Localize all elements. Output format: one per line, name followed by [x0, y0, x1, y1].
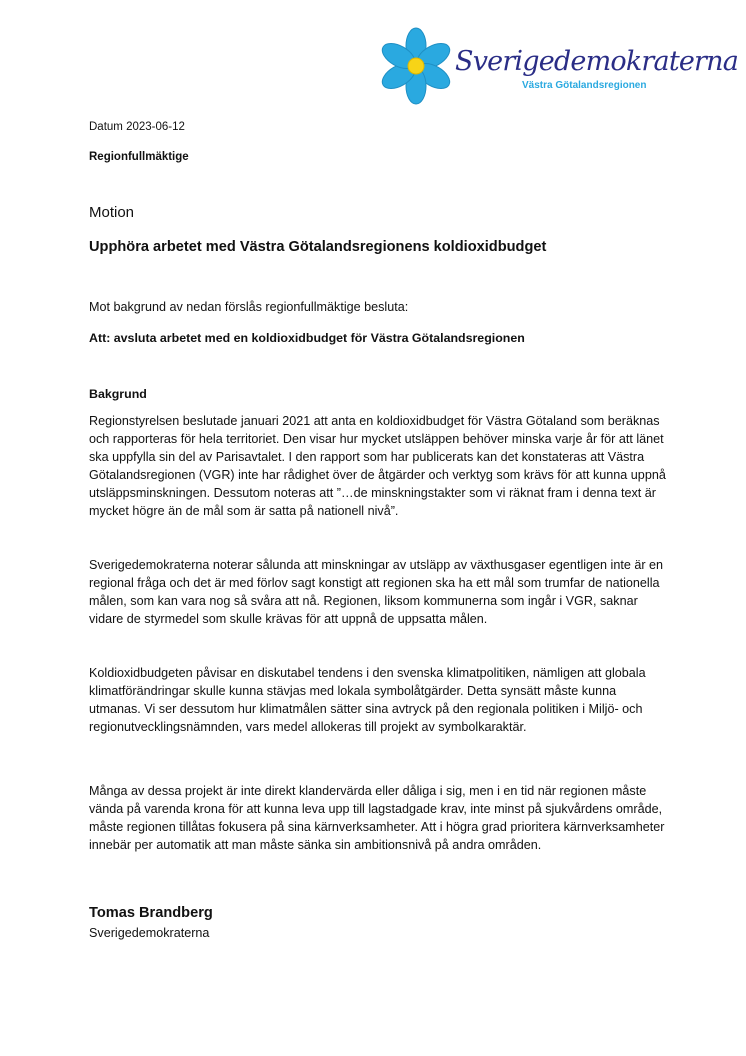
recipient: Regionfullmäktige	[89, 151, 189, 163]
document-date: Datum 2023-06-12	[89, 121, 185, 133]
party-logo	[380, 26, 739, 106]
document-type: Motion	[89, 204, 135, 221]
signature-name: Tomas Brandberg	[89, 905, 213, 921]
background-heading: Bakgrund	[89, 387, 147, 401]
signature-party: Sverigedemokraterna	[89, 926, 210, 940]
proposal-text: Att: avsluta arbetet med en koldioxidbudget för Västra Götalandsregionen	[89, 331, 525, 345]
flower-icon	[380, 26, 452, 106]
intro-text: Mot bakgrund av nedan förslås regionfullmäktige besluta:	[89, 300, 409, 314]
document-title: Upphöra arbetet med Västra Götalandsregionens koldioxidbudget	[89, 239, 547, 255]
paragraph: Regionstyrelsen beslutade januari 2021 att anta en koldioxidbudget för Västra Götaland som beräknas och rapporteras för hela territoriet. Den visar hur mycket utsläppen behöver minska varje år för att länet ska uppfylla sin del av Parisavtalet. I den rapport som har publicerats kan det konstateras att Västra Götalandsregionen (VGR) inte har rådighet över de åtgärder och verktyg som krävs för att kunna uppnå utsläppsminskningen. Dessutom noteras att ”…de minskningstakter som vi räknat fram i denna text är mycket högre än de mål som är satta på nationell nivå”.	[89, 414, 666, 518]
logo-wordmark: Sverigedemokraterna	[455, 46, 739, 77]
paragraph: Sverigedemokraterna noterar sålunda att minskningar av utsläpp av växthusgaser egentligen inte är en regional fråga och det är med förlov sagt konstigt att regionen ska ha ett mål som trumfar de nationella målen, som kan vara nog så svåra att nå. Regionen, liksom kommunerna som ingår i VGR, saknar vidare de styrmedel som skulle krävas för att uppnå de uppsatta målen.	[89, 558, 664, 626]
paragraph: Många av dessa projekt är inte direkt klandervärda eller dåliga i sig, men i en tid när regionen måste vända på varenda krona för att kunna leva upp till lagstadgade krav, inte minst på sjukvårdens område, måste regionen tillåtas fokusera på sina kärnverksamheter. Att i högra grad prioritera kärnverksamheter innebär per automatik att man måste sänka sin ambitionsnivå på andra områden.	[89, 784, 665, 852]
paragraph: Koldioxidbudgeten påvisar en diskutabel tendens i den svenska klimatpolitiken, nämligen att globala klimatförändringar skulle kunna stävjas med lokala symbolåtgärder. Detta synsätt måste kunna utmanas. Vi ser dessutom hur klimatmålen sätter sina avtryck på den regionala politiken i Miljö- och regionutvecklingsnämnden, vars medel allokeras till projekt av symbolkaraktär.	[89, 666, 646, 734]
logo-subtitle: Västra Götalandsregionen	[522, 80, 647, 91]
